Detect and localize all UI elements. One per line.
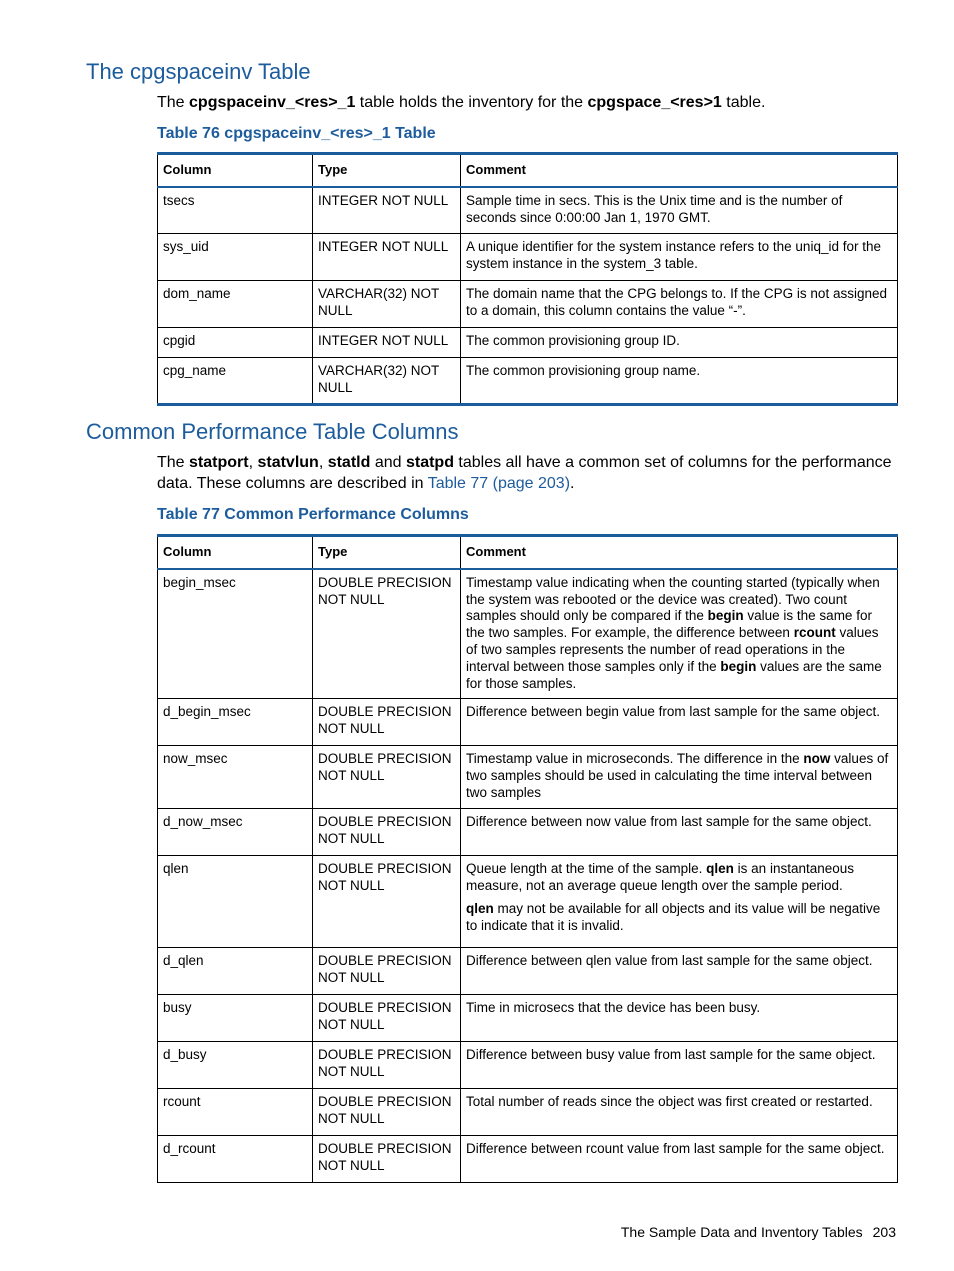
comment-text: value is the same for the two samples. For example, the difference between	[466, 608, 872, 641]
table-77-link[interactable]: Table 77 (page 203)	[427, 475, 571, 492]
table-name: statpd	[405, 454, 454, 471]
header-type: Type	[313, 536, 461, 569]
comment-term: qlen	[466, 900, 494, 916]
cell-type: INTEGER NOT NULL	[313, 234, 461, 281]
intro-text: ,	[248, 454, 258, 471]
intro-text: The	[157, 454, 190, 471]
table-header-row	[158, 154, 898, 187]
cell-column: sys_uid	[158, 234, 313, 281]
table-row	[158, 746, 898, 809]
cell-comment: The common provisioning group ID.	[461, 328, 898, 358]
cell-column: cpg_name	[158, 358, 313, 405]
table-header-row	[158, 536, 898, 569]
comment-text: Timestamp value indicating when the counting started (typically when the system was rebooted or the device was created). Two count samples should only be compared if the	[466, 574, 880, 624]
cell-type: INTEGER NOT NULL	[313, 187, 461, 234]
comment-paragraph	[466, 901, 891, 935]
cell-type: DOUBLE PRECISION NOT NULL	[313, 1136, 461, 1183]
comment-text: values of two samples represents the number of read operations in the interval between those samples only if the	[466, 625, 879, 674]
table-row	[158, 1042, 898, 1089]
comment-term: now	[803, 751, 831, 767]
cell-type: VARCHAR(32) NOT NULL	[313, 358, 461, 405]
cell-column: d_qlen	[158, 948, 313, 995]
cell-comment: Total number of reads since the object was first created or restarted.	[461, 1089, 898, 1136]
page-number: 203	[872, 1224, 896, 1240]
cell-comment	[461, 746, 898, 809]
intro-table-name: cpgspaceinv_<res>_1	[189, 94, 356, 111]
comment-paragraph	[466, 861, 891, 895]
footer-title: The Sample Data and Inventory Tables	[620, 1224, 863, 1240]
comment-term: rcount	[793, 625, 836, 641]
cell-comment: The domain name that the CPG belongs to. If the CPG is not assigned to a domain, this column contains the value “-”.	[461, 281, 898, 328]
intro-text: table.	[721, 94, 766, 111]
cell-comment: Difference between rcount value from last sample for the same object.	[461, 1136, 898, 1183]
cell-column: busy	[158, 995, 313, 1042]
comment-term: qlen	[706, 861, 734, 877]
section-heading-common-performance: Common Performance Table Columns	[86, 419, 459, 444]
cell-column: tsecs	[158, 187, 313, 234]
common-performance-intro	[157, 452, 899, 494]
table-row	[158, 809, 898, 856]
cell-column: d_now_msec	[158, 809, 313, 856]
cell-column: d_begin_msec	[158, 699, 313, 746]
table-name: statport	[189, 454, 249, 471]
table-row	[158, 1136, 898, 1183]
cell-type: DOUBLE PRECISION NOT NULL	[313, 699, 461, 746]
comment-text: values of two samples should be used in calculating the time interval between two samples	[466, 751, 889, 800]
section-heading-cpgspaceinv: The cpgspaceinv Table	[86, 59, 311, 84]
cpgspaceinv-intro	[157, 92, 899, 113]
cell-column: now_msec	[158, 746, 313, 809]
cell-comment: Sample time in secs. This is the Unix time and is the number of seconds since 0:00:00 Jan 1, 1970 GMT.	[461, 187, 898, 234]
cell-type: DOUBLE PRECISION NOT NULL	[313, 1042, 461, 1089]
intro-table-name: cpgspace_<res>1	[587, 94, 722, 111]
intro-text: The	[157, 94, 190, 111]
cell-comment: The common provisioning group name.	[461, 358, 898, 405]
header-type: Type	[313, 154, 461, 187]
comment-text: is an instantaneous measure, not an average queue length over the sample period.	[466, 861, 855, 894]
header-comment: Comment	[461, 154, 898, 187]
intro-text: table holds the inventory for the	[355, 94, 588, 111]
cell-type: DOUBLE PRECISION NOT NULL	[313, 856, 461, 948]
intro-text: tables all have a common set of columns for the performance data. These columns are described in	[157, 454, 892, 492]
cell-type: DOUBLE PRECISION NOT NULL	[313, 809, 461, 856]
cell-column: dom_name	[158, 281, 313, 328]
cell-comment: Difference between now value from last sample for the same object.	[461, 809, 898, 856]
table-row	[158, 328, 898, 358]
header-column: Column	[158, 536, 313, 569]
table-row	[158, 948, 898, 995]
table-row	[158, 856, 898, 948]
cell-type: DOUBLE PRECISION NOT NULL	[313, 948, 461, 995]
cell-comment: Difference between begin value from last sample for the same object.	[461, 699, 898, 746]
cell-comment: Difference between busy value from last sample for the same object.	[461, 1042, 898, 1089]
table-row	[158, 281, 898, 328]
table-76-caption: Table 76 cpgspaceinv_<res>_1 Table	[157, 125, 436, 142]
cell-comment: A unique identifier for the system instance refers to the uniq_id for the system instance in the system_3 table.	[461, 234, 898, 281]
cell-comment	[461, 856, 898, 948]
table-76	[157, 152, 898, 406]
header-comment: Comment	[461, 536, 898, 569]
comment-term: begin	[707, 608, 744, 624]
cell-column: d_busy	[158, 1042, 313, 1089]
cell-column: cpgid	[158, 328, 313, 358]
cell-column: rcount	[158, 1089, 313, 1136]
intro-text: ,	[318, 454, 328, 471]
table-77	[157, 534, 898, 1183]
cell-type: DOUBLE PRECISION NOT NULL	[313, 1089, 461, 1136]
cell-type: DOUBLE PRECISION NOT NULL	[313, 569, 461, 699]
cell-type: INTEGER NOT NULL	[313, 328, 461, 358]
intro-text: .	[570, 475, 575, 492]
table-row	[158, 1089, 898, 1136]
cell-type: DOUBLE PRECISION NOT NULL	[313, 746, 461, 809]
cell-column: qlen	[158, 856, 313, 948]
table-name: statld	[327, 454, 371, 471]
cell-column: begin_msec	[158, 569, 313, 699]
table-row	[158, 569, 898, 699]
header-column: Column	[158, 154, 313, 187]
table-name: statvlun	[257, 454, 319, 471]
table-row	[158, 358, 898, 405]
cell-comment: Difference between qlen value from last sample for the same object.	[461, 948, 898, 995]
comment-text: Queue length at the time of the sample.	[466, 861, 707, 877]
comment-text: Timestamp value in microseconds. The difference in the	[466, 751, 804, 767]
cell-column: d_rcount	[158, 1136, 313, 1183]
table-row	[158, 995, 898, 1042]
intro-text: and	[370, 454, 406, 471]
comment-text: values are the same for those samples.	[466, 658, 882, 691]
table-row	[158, 699, 898, 746]
comment-term: begin	[720, 658, 757, 674]
table-77-caption: Table 77 Common Performance Columns	[157, 506, 469, 523]
cell-comment: Time in microsecs that the device has been busy.	[461, 995, 898, 1042]
cell-comment	[461, 569, 898, 699]
table-row	[158, 234, 898, 281]
table-row	[158, 187, 898, 234]
cell-type: VARCHAR(32) NOT NULL	[313, 281, 461, 328]
comment-text: may not be available for all objects and its value will be negative to indicate that it is invalid.	[466, 900, 881, 933]
page-footer	[621, 1223, 896, 1241]
cell-type: DOUBLE PRECISION NOT NULL	[313, 995, 461, 1042]
